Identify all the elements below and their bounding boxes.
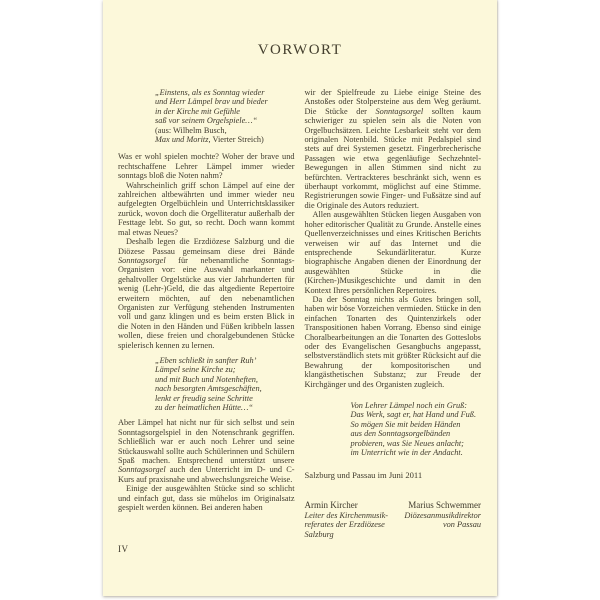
verse-line	[155, 356, 295, 365]
text-segment: saß vor seinem Orgelspiele…“	[155, 116, 258, 126]
paragraph	[118, 152, 295, 180]
paragraph	[118, 484, 295, 512]
text-segment: für nebenamtliche Sonntags-Organisten vor: eine Auswahl markanter und gehaltvoller Orgelstücke aus vier Jahrhunderten für wenig (Lehr-)Geld, die das altgediente Repertoire erweitern möchten, auf den nebenamtlichen Organisten zur Verfügung stehenden Instrumenten voll und ganz klingen und es beim ersten Blick in die Noten in den Händen und Füßen kribbeln lassen wollen, diese freien und choralgebundenen Stücke spielerisch kennen zu lernen.	[118, 255, 295, 350]
text-segment: „Einstens, als es Sonntag wieder	[155, 88, 265, 97]
text-segment: Sonntagsorgel	[118, 255, 166, 265]
text-segment: Sonntagsorgel	[375, 106, 424, 116]
signature-left	[305, 500, 389, 540]
text-segment: im Unterricht wie in der Andacht.	[350, 448, 463, 458]
text-columns	[103, 88, 497, 540]
text-segment: lenkt er freudig seine Schritte	[155, 393, 253, 403]
text-segment: Da der Sonntag nichts als Gutes bringen soll, haben wir böse Vorzeichen vermieden. Stücke in den einfachen Tonarten des Quintenzirkels oder Transpositionen haben Vorrang. Ebenso sind einige Choralbearbeitungen an die Tonarten des Gotteslobs oder des Evangelischen Gesangbuchs angepasst, selbstverständlich stets mit größter Rücksicht auf die Bewahrung der kompositorischen und klangästhetischen Substanz; zur Freude der Kirchgänger und des Organisten zugleich.	[304, 294, 481, 389]
verse-line	[351, 420, 482, 429]
right-column	[305, 88, 482, 540]
text-segment: Was er wohl spielen mochte? Woher der brave und rechtschaffene Lehrer Lämpel immer wieder sonntags bloß die Noten nahm?	[118, 152, 295, 181]
verse-line	[155, 375, 295, 384]
verse-line	[155, 135, 295, 144]
page-title: VORWORT	[257, 42, 343, 58]
text-segment: , Vierter Streich)	[208, 135, 264, 145]
verse-line	[155, 394, 295, 403]
text-segment: aus den Sonntagsorgelbänden	[350, 429, 451, 439]
signature-title-line: Diözesanmusikdirektor	[404, 510, 481, 520]
paragraph	[305, 210, 482, 295]
verse-line	[155, 126, 295, 135]
verse-line	[351, 401, 482, 410]
verse-line	[155, 384, 295, 393]
text-segment: (aus: Wilhelm Busch,	[155, 125, 227, 135]
verse-line	[155, 365, 295, 374]
paragraph	[118, 181, 295, 237]
book-page	[103, 0, 497, 596]
text-segment: So mögen Sie mit beiden Händen	[350, 419, 461, 429]
signature-right	[404, 500, 481, 540]
signature-name: Marius Schwemmer	[408, 499, 481, 510]
left-column	[118, 88, 295, 540]
text-segment: Wahrscheinlich griff schon Lämpel auf eine der zahlreichen altbewährten und immer wieder neu aufgelegten Orgelbüchlein und Unterrichtsklassiker zurück, wovon doch die Orgelliteratur außerhalb der Festtage lebt. So gut, so recht. Doch wann kommt mal etwas Neues?	[118, 180, 295, 237]
text-segment: nach besorgten Amtsgeschäften,	[155, 384, 262, 394]
dateline: Salzburg und Passau im Juni 2011	[304, 470, 423, 481]
text-segment: Lämpel seine Kirche zu;	[155, 365, 236, 375]
paragraph	[305, 88, 482, 210]
signature-block	[305, 500, 482, 540]
text-segment: zu der heimatlichen Hütte…“	[155, 403, 253, 412]
signature-title-line: von Passau	[442, 520, 481, 530]
paragraph	[118, 237, 295, 350]
text-segment: wir der Spielfreude zu Liebe einige Steine des Anstoßes oder Stolpersteine aus dem Weg geräumt. Die Stücke der	[304, 88, 481, 116]
text-segment: sollten kaum schwieriger zu spielen sein als die Noten von Orgelbuchsätzen. Leichte Lesbarkeit steht vor dem originalen Notenbild. Stücke mit Pedalspiel sind stets auf drei Systemen gesetzt. Fingerbrecherische Passagen wie etwa gegenläufige Sechzehntel-Bewegungen in allen Stimmen sind nicht zu befürchten. Vertrackteres beschränkt sich, wenn es überhaupt vorkommt, möglichst auf eine Stimme. Registrierungen sowie Finger- und Fußsätze sind auf die Originale des Autors reduziert.	[304, 106, 481, 210]
verse-line	[351, 410, 482, 419]
verse-quote	[155, 88, 295, 144]
verse-line	[155, 107, 295, 116]
page-number: IV	[118, 544, 129, 554]
text-segment: „Eben schließt in sanfter Ruh’	[155, 355, 257, 365]
text-segment: Allen ausgewählten Stücken liegen Ausgaben von hoher editorischer Qualität zu Grunde. Anstelle eines Quellenverzeichnisses und eines Kritischen Berichts verweisen wir auf das Internet und die entsprechende Sekundärliteratur. Kurze biographische Angaben dienen der Einordnung der ausgewählten Stücke in die (Kirchen-)Musikgeschichte und damit in den Kontext Ihres persönlichen Repertoires.	[304, 210, 481, 295]
text-segment: Von Lehrer Lämpel noch ein Gruß:	[350, 401, 468, 410]
verse-line	[155, 116, 295, 125]
signature-title-line: Salzburg	[304, 530, 334, 540]
verse-quote	[155, 356, 295, 412]
text-segment: Deshalb legen die Erzdiözese Salzburg und die Diözese Passau gemeinsam diese drei Bände	[118, 237, 295, 256]
verse-line	[351, 429, 482, 438]
text-segment: Einige der ausgewählten Stücke sind so schlicht und einfach gut, dass sie mühelos im Originalsatz gespielt werden können. Bei anderen haben	[118, 484, 295, 513]
verse-line	[155, 88, 295, 97]
signature-name: Armin Kircher	[304, 499, 358, 510]
text-segment: und Herr Lämpel brav und bieder	[155, 97, 268, 107]
text-segment: Das Werk, sagt er, hat Hand und Fuß.	[350, 410, 477, 420]
right-column-blocks	[305, 88, 482, 457]
text-segment: in der Kirche mit Gefühle	[155, 106, 240, 116]
verse-quote	[351, 401, 482, 457]
text-segment: probieren, was Sie Neues anlacht;	[350, 438, 464, 448]
text-segment: auch den Unterricht im D- und C-Kurs auf praxisnahe und abwechslungsreiche Weise.	[118, 465, 295, 484]
text-segment: Max und Moritz	[155, 135, 209, 145]
text-segment: Aber Lämpel hat nicht nur für sich selbst und sein Sonntagsorgelspiel in den Notenschrank gegriffen. Schließlich war er auch noch Lehrer und seine Stückauswahl sollte auch Schülerinnen und Schülern Spaß machen. Entsprechend unterstützt unsere	[118, 418, 295, 466]
verse-line	[155, 97, 295, 106]
signature-title-line: referates der Erzdiözese	[304, 520, 385, 530]
verse-line	[155, 403, 295, 412]
text-segment: Sonntagsorgel	[118, 465, 166, 475]
signature-title-line: Leiter des Kirchenmusik-	[304, 510, 389, 520]
text-segment: und mit Buch und Notenheften,	[155, 374, 259, 384]
verse-line	[351, 439, 482, 448]
paragraph	[305, 295, 482, 389]
verse-line	[351, 448, 482, 457]
paragraph	[118, 418, 295, 484]
